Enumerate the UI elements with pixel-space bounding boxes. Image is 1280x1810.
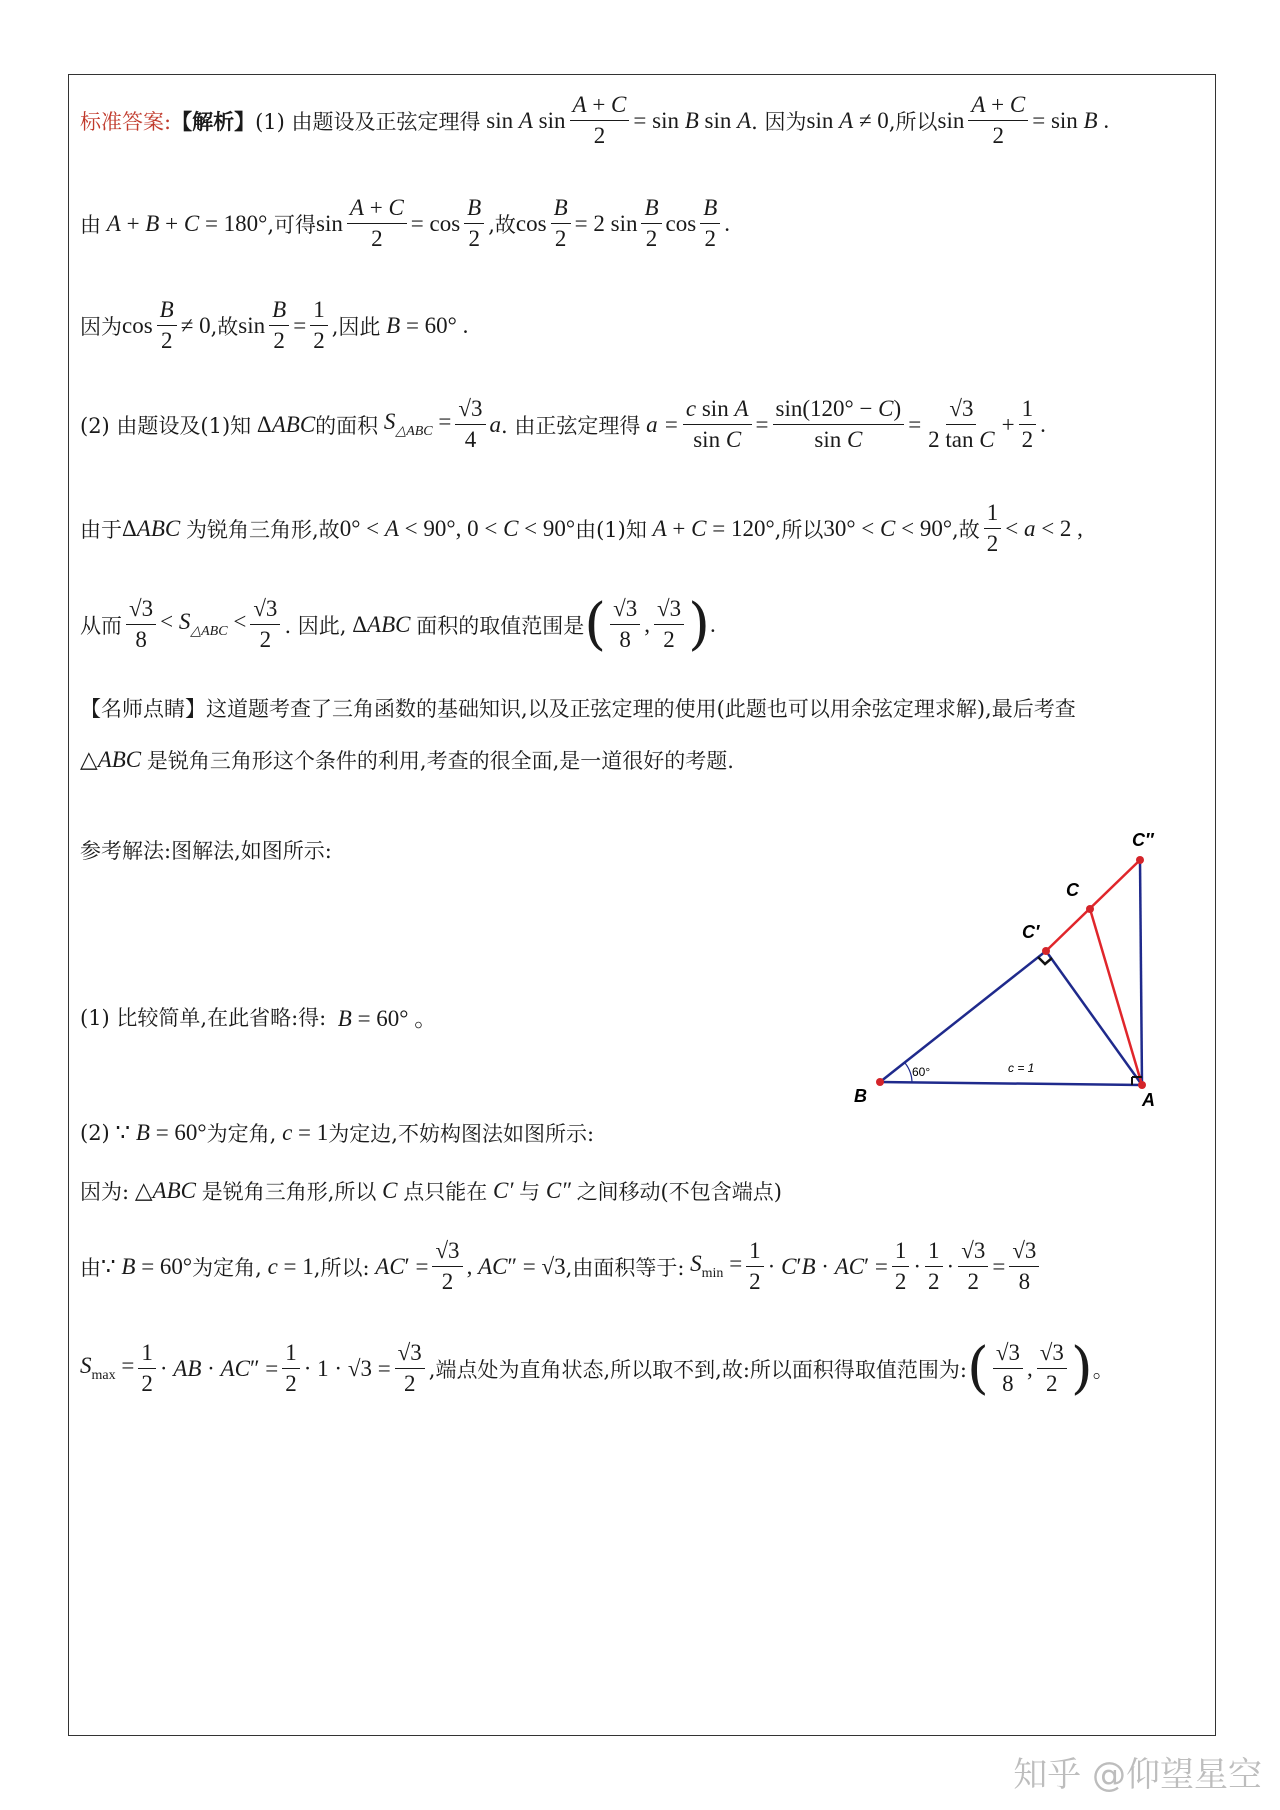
step4-line: 由 ∵ B = 60° 为定角, c = 1 ,所以: AC′ = $\frac{√3}{2}$ , AC″ = √3 ,由面积等于: $S_{min}$ = $\frac{1}{2}$ · C′B · AC′ = $\frac{1}{2}$ · $\frac{1}{2}$ · $\frac{√3}{2}$ = $\frac{√3}{8}$ [80, 1238, 1043, 1295]
step2-line: (2) ∵ B = 60° 为定角, c = 1 为定边,不妨构图法如图所示: [80, 1120, 595, 1146]
label-c: C [1066, 880, 1079, 900]
line5-from1: 由(1)知 [575, 517, 647, 542]
step5-line: $S_{max}$ = $\frac{1}{2}$ · AB · AC″ = $\frac{1}{2}$ · 1 · √3 = $\frac{√3}{2}$ ,端点处为直角状态,所以取不到,故:所以面积得取值范围为: ( $\frac{√3}{8}$ , $\frac{√3}{2}$ ) 。 [80, 1335, 1114, 1401]
part1-intro: (1) 由题设及正弦定理得 [255, 109, 481, 134]
line4-area-of: 的面积 [315, 413, 379, 438]
comment-line-2: △ABC 是锐角三角形这个条件的利用,考查的很全面,是一道很好的考题. [80, 747, 734, 773]
side-c1a [1046, 951, 1142, 1085]
line5-prefix: 由于 [80, 517, 122, 542]
step3-line: 因为: △ABC 是锐角三角形,所以 C 点只能在 C′ 与 C″ 之间移动(不包含端点) [80, 1178, 782, 1204]
step3-prefix: 因为: [80, 1180, 130, 1204]
label-side: c = 1 [1008, 1061, 1035, 1075]
line2-prefix: 由 [80, 212, 101, 237]
answer-label: 标准答案: [80, 109, 172, 134]
answer-line-3: 因为 cos $\frac{B}{2}$ ≠ 0 ,故 sin $\frac{B}{2}$ = $\frac{1}{2}$ ,因此 B = 60° . [80, 297, 469, 353]
segment-c1c2 [1046, 860, 1140, 951]
line3-therefore: ,故 [210, 314, 239, 339]
answer-line-1: 标准答案: 【解析】 (1) 由题设及正弦定理得 sin A sin $\frac{A + C}{2}$ = sin B sin A . 因为 sin A ≠ 0 ,所以 sin $\frac{A + C}{2}$ = sin B . [80, 92, 1110, 148]
step3-text-c: 与 [519, 1180, 541, 1204]
line4-prefix: (2) 由题设及(1)知 [80, 413, 252, 438]
step2-fixed-angle: 为定角, [206, 1122, 277, 1146]
because-text: . 因为 [751, 109, 807, 134]
so-text: ,所以 [888, 109, 938, 134]
ref-title-line [80, 835, 332, 865]
step3-text-b: 点只能在 [403, 1180, 488, 1204]
line2-can-get: ,可得 [267, 212, 317, 237]
answer-line-2: 由 A + B + C = 180° ,可得 sin $\frac{A + C}{2}$ = cos $\frac{B}{2}$ ,故 cos $\frac{B}{2}$ = 2 sin $\frac{B}{2}$ cos $\frac{B}{2}$ . [80, 195, 731, 251]
step5-end: 。 [1092, 1357, 1114, 1382]
point-b [876, 1078, 884, 1086]
step1-line: (1) 比较简单,在此省略:得: B = 60° 。 [80, 1000, 437, 1033]
comment-text-2: 是锐角三角形这个条件的利用,考查的很全面,是一道很好的考题. [146, 749, 734, 773]
step4-fixed-angle: 为定角, [192, 1255, 262, 1280]
point-a [1138, 1081, 1146, 1089]
watermark: 知乎 @仰望星空 [1013, 1755, 1262, 1795]
answer-line-6: 从而 $\frac{√3}{8}$ < $S_{\triangle ABC}$ < $\frac{√3}{2}$ . 因此, ΔABC 面积的取值范围是 ( $\frac{√3}{8}$ , $\frac{√3}{2}$ ) . [80, 591, 716, 657]
step5-endpoint: ,端点处为直角状态,所以取不到,故:所以面积得取值范围为: [428, 1357, 967, 1382]
analysis-tag: 【解析】 [171, 108, 256, 134]
step4-prefix: 由 [80, 1255, 101, 1280]
triangle-figure [840, 820, 1180, 1110]
step4-area-eq: ,由面积等于: [565, 1255, 685, 1280]
answer-line-4: (2) 由题设及(1)知 ΔABC 的面积 $S_{\triangle ABC}$ = $\frac{√3}{4}$ a . 由正弦定理得 a = $\frac{\text{c sin A}}{\text{sin C}}$ = $\frac{\sin(120^\circ - C)}{\text{sin C}}$ = $\frac{√3}{\text{2 tan C}}$ + $\frac{1}{2}$ . [80, 396, 1046, 452]
line5-acute: 为锐角三角形,故 [186, 517, 340, 542]
label-a: A [1142, 1090, 1155, 1110]
point-c1 [1042, 947, 1050, 955]
point-c2 [1136, 856, 1144, 864]
comment-text-1: 【名师点睛】这道题考查了三角函数的基础知识,以及正弦定理的使用(此题也可以用余弦定理求解),最后考查 [80, 697, 1076, 721]
step1-text: (1) 比较简单,在此省略:得: [80, 1005, 327, 1030]
label-c1: C′ [1022, 922, 1040, 942]
answer-line-5: 由于 ΔABC 为锐角三角形,故 0° < A < 90°, 0 < C < 90° 由(1)知 A + C = 120° ,所以 30° < C < 90° ,故 $\frac{1}{2}$ < a < 2 , [80, 500, 1083, 556]
label-c2: C″ [1132, 830, 1154, 850]
line2-therefore: ,故 [488, 212, 516, 237]
label-b: B [854, 1086, 867, 1106]
step3-text-d: 之间移动(不包含端点) [576, 1180, 782, 1204]
point-c [1086, 905, 1094, 913]
line3-prefix: 因为 [80, 314, 122, 339]
line4-by-sine: . 由正弦定理得 [501, 413, 641, 438]
step3-text-a: 是锐角三角形,所以 [201, 1180, 377, 1204]
label-angle: 60° [912, 1065, 931, 1079]
step2-prefix: (2) [80, 1121, 110, 1145]
side-c2a [1140, 860, 1142, 1085]
line6-prefix: 从而 [80, 613, 122, 638]
segment-ca [1090, 909, 1142, 1085]
line6-hence: . 因此, [284, 613, 347, 638]
line5-therefore: ,故 [952, 517, 980, 542]
angle-arc-b [905, 1063, 912, 1083]
ref-title: 参考解法:图解法,如图所示: [80, 839, 332, 863]
step2-fixed-side: 为定边,不妨构图法如图所示: [328, 1122, 595, 1146]
line5-so: ,所以 [774, 517, 824, 542]
side-ba [880, 1082, 1142, 1085]
comment-line-1 [80, 693, 1076, 723]
line3-hence: ,因此 [331, 314, 381, 339]
line6-range-text: 面积的取值范围是 [416, 613, 585, 638]
step4-so: ,所以: [313, 1255, 370, 1280]
